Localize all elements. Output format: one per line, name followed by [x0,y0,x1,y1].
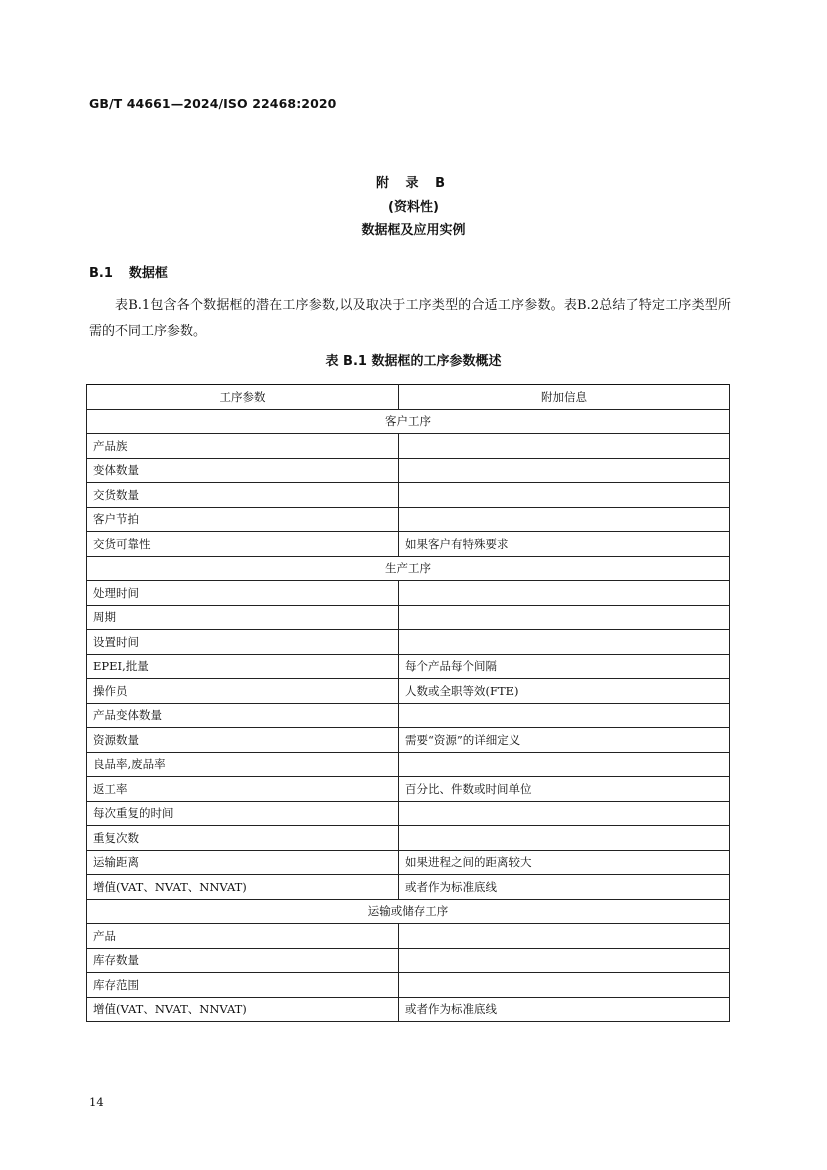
annex-title: 附 录 B [376,176,451,191]
info-cell [399,483,730,508]
table-row [87,826,730,851]
parameter-cell: 良品率,废品率 [87,752,399,777]
info-cell [399,605,730,630]
parameter-cell: 操作员 [87,679,399,704]
table-row [87,777,730,802]
parameter-cell: 重复次数 [87,826,399,851]
page-number: 14 [89,1095,104,1109]
info-cell [399,948,730,973]
info-cell: 或者作为标准底线 [399,997,730,1022]
group-title: 生产工序 [87,556,730,581]
info-cell [399,801,730,826]
table-row [87,679,730,704]
table-group-row [87,899,730,924]
section-title: 数据框 [128,266,168,281]
annex-heading: 数据框及应用实例 [361,223,466,238]
table-header-cell: 工序参数 [87,385,399,410]
table-row [87,948,730,973]
info-cell: 需要“资源”的详细定义 [399,728,730,753]
info-cell [399,507,730,532]
table-body [87,409,730,1022]
table-row [87,752,730,777]
parameter-table [86,384,730,1022]
table-row [87,458,730,483]
table-row [87,605,730,630]
info-cell [399,924,730,949]
parameter-cell: 库存范围 [87,973,399,998]
parameter-cell: 设置时间 [87,630,399,655]
info-cell [399,581,730,606]
info-cell [399,458,730,483]
table-row [87,581,730,606]
parameter-cell: 库存数量 [87,948,399,973]
parameter-cell: 运输距离 [87,850,399,875]
info-cell: 如果进程之间的距离较大 [399,850,730,875]
parameter-cell: 每次重复的时间 [87,801,399,826]
parameter-cell: 资源数量 [87,728,399,753]
table-row [87,434,730,459]
group-title: 客户工序 [87,409,730,434]
info-cell: 人数或全职等效(FTE) [399,679,730,704]
parameter-cell: 交货数量 [87,483,399,508]
parameter-cell: 变体数量 [87,458,399,483]
info-cell: 每个产品每个间隔 [399,654,730,679]
info-cell [399,752,730,777]
table-header-row [87,385,730,410]
table-row [87,997,730,1022]
table-row [87,630,730,655]
parameter-cell: 周期 [87,605,399,630]
table-header-cell: 附加信息 [399,385,730,410]
info-cell [399,703,730,728]
annex-type: (资料性) [388,200,439,215]
table-group-row [87,409,730,434]
parameter-cell: 交货可靠性 [87,532,399,557]
section-number: B.1 [89,266,113,281]
table-row [87,532,730,557]
parameter-cell: 返工率 [87,777,399,802]
table-group-row [87,556,730,581]
parameter-cell: 处理时间 [87,581,399,606]
parameter-cell: EPEI,批量 [87,654,399,679]
table-row [87,801,730,826]
info-cell [399,630,730,655]
parameter-cell: 产品 [87,924,399,949]
table-row [87,875,730,900]
table-row [87,703,730,728]
table-row [87,850,730,875]
parameter-cell: 产品族 [87,434,399,459]
parameter-cell: 增值(VAT、NVAT、NNVAT) [87,875,399,900]
table-caption: 表 B.1 数据框的工序参数概述 [325,354,502,369]
table-row [87,507,730,532]
info-cell: 如果客户有特殊要求 [399,532,730,557]
parameter-cell: 客户节拍 [87,507,399,532]
standard-number: GB/T 44661—2024/ISO 22468:2020 [89,96,337,111]
parameter-cell: 增值(VAT、NVAT、NNVAT) [87,997,399,1022]
section-heading [89,262,168,281]
info-cell: 或者作为标准底线 [399,875,730,900]
info-cell [399,434,730,459]
section-paragraph: 表B.1包含各个数据框的潜在工序参数,以及取决于工序类型的合适工序参数。表B.2总结了特定工序类型所需的不同工序参数。 [89,298,731,339]
info-cell [399,826,730,851]
info-cell: 百分比、件数或时间单位 [399,777,730,802]
table-row [87,654,730,679]
table-row [87,728,730,753]
group-title: 运输或储存工序 [87,899,730,924]
table-row [87,973,730,998]
info-cell [399,973,730,998]
table-row [87,924,730,949]
parameter-cell: 产品变体数量 [87,703,399,728]
table-row [87,483,730,508]
